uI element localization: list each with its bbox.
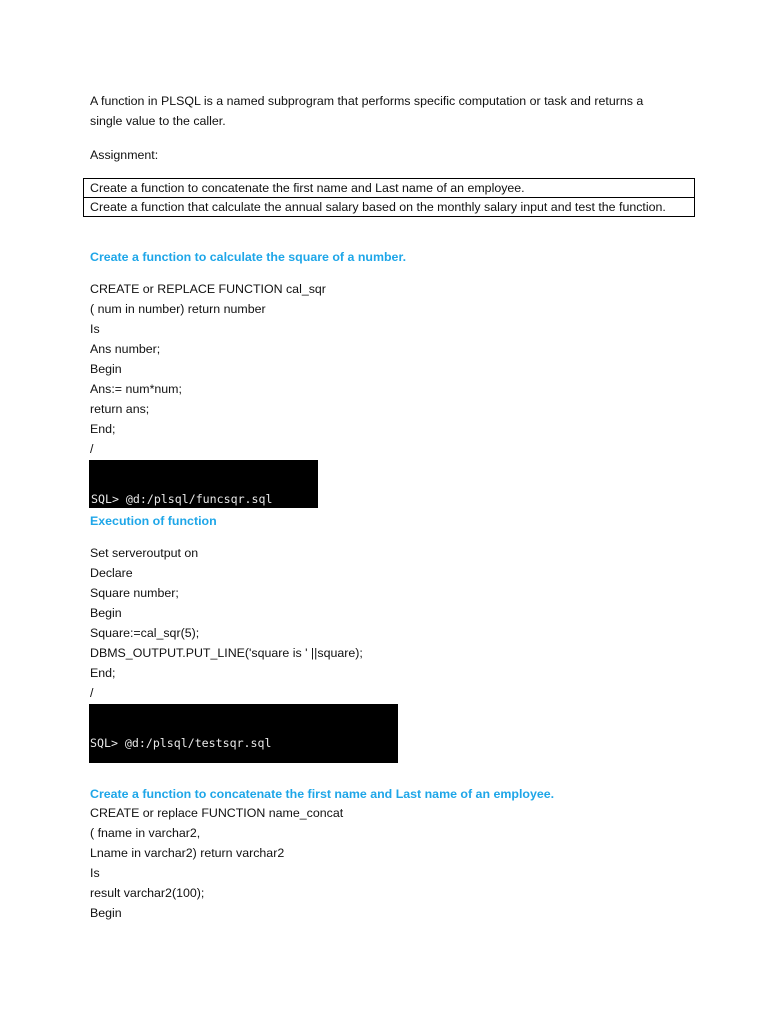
- code-line: CREATE or replace FUNCTION name_concat: [90, 806, 344, 820]
- code-line: End;: [90, 666, 116, 680]
- console-line: SQL> @d:/plsql/funcsqr.sql: [91, 492, 273, 506]
- code-line: ( fname in varchar2,: [90, 826, 201, 840]
- section-heading-concat: Create a function to concatenate the first name and Last name of an employee.: [90, 787, 555, 801]
- code-line: Begin: [90, 906, 122, 920]
- code-line: Ans number;: [90, 342, 161, 356]
- code-line: Set serveroutput on: [90, 546, 199, 560]
- console-line: SQL> @d:/plsql/testsqr.sql: [90, 736, 272, 750]
- assignment-task-1: Create a function to concatenate the first name and Last name of an employee.: [90, 181, 525, 195]
- intro-line-1: A function in PLSQL is a named subprogram that performs specific computation or task and returns a: [90, 94, 644, 108]
- code-line: End;: [90, 422, 116, 436]
- code-block-square-function: [90, 279, 326, 459]
- code-block-name-concat: [90, 803, 343, 923]
- assignment-table: [83, 178, 695, 217]
- code-line: /: [90, 442, 94, 456]
- code-line: Declare: [90, 566, 133, 580]
- code-line: DBMS_OUTPUT.PUT_LINE('square is ' ||square);: [90, 646, 363, 660]
- code-line: Square number;: [90, 586, 179, 600]
- console-screenshot-funcsqr: [89, 460, 318, 508]
- intro-line-2: single value to the caller.: [90, 114, 226, 128]
- code-line: Ans:= num*num;: [90, 382, 182, 396]
- code-line: ( num in number) return number: [90, 302, 266, 316]
- assignment-task-2: Create a function that calculate the annual salary based on the monthly salary input and test the function.: [84, 197, 694, 216]
- code-line: Lname in varchar2) return varchar2: [90, 846, 285, 860]
- section-heading-square: Create a function to calculate the square of a number.: [90, 250, 407, 264]
- code-line: result varchar2(100);: [90, 886, 205, 900]
- code-line: Begin: [90, 606, 122, 620]
- code-line: Square:=cal_sqr(5);: [90, 626, 200, 640]
- code-line: Is: [90, 322, 100, 336]
- code-line: Is: [90, 866, 100, 880]
- code-block-execution: [90, 543, 363, 703]
- code-line: return ans;: [90, 402, 150, 416]
- console-screenshot-testsqr: [89, 704, 398, 763]
- intro-paragraph: [90, 91, 643, 131]
- code-line: /: [90, 686, 94, 700]
- code-line: Begin: [90, 362, 122, 376]
- section-heading-execution: Execution of function: [90, 514, 217, 528]
- assignment-label: Assignment:: [90, 148, 159, 162]
- code-line: CREATE or REPLACE FUNCTION cal_sqr: [90, 282, 326, 296]
